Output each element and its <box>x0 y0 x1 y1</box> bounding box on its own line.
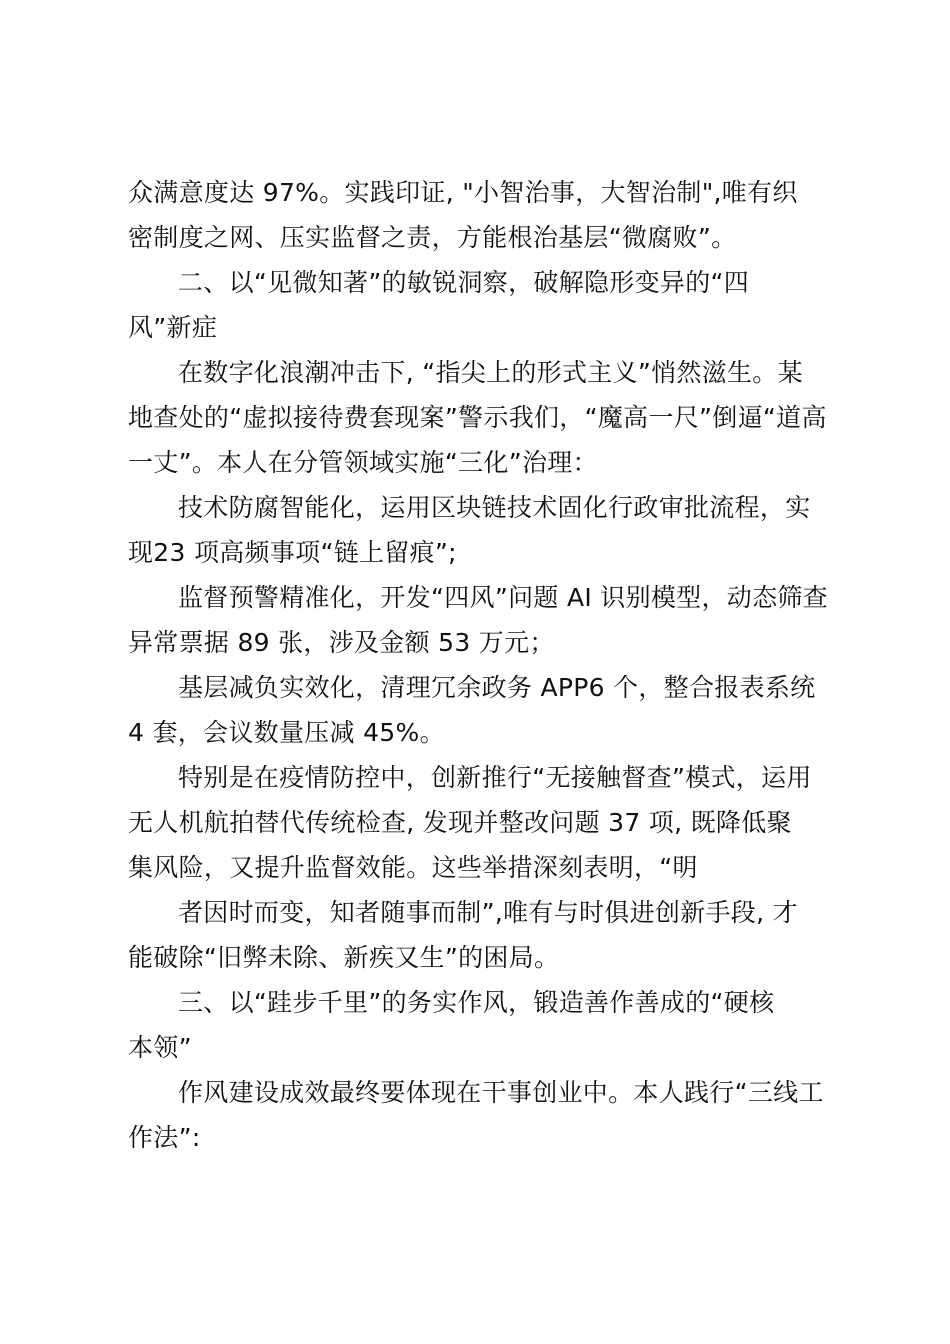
text-line: 基层减负实效化，清理冗余政务 APP6 个，整合报表系统 <box>178 673 816 702</box>
text-line: 现23 项高频事项“链上留痕”; <box>128 538 457 567</box>
text-line: 异常票据 89 张，涉及金额 53 万元； <box>128 628 555 657</box>
text-line: 一丈”。本人在分管领域实施“三化”治理： <box>128 448 598 477</box>
section-heading-2-cont: 风”新症 <box>128 313 218 342</box>
text-line: 密制度之网、压实监督之责，方能根治基层“微腐败”。 <box>128 223 737 252</box>
text-line: 监督预警精准化，开发“四风”问题 AI 识别模型，动态筛查 <box>178 583 828 612</box>
text-line: 众满意度达 97%。实践印证, "小智治事，大智治制",唯有织 <box>128 178 798 207</box>
section-heading-2: 二、以“见微知著”的敏锐洞察，破解隐形变异的“四 <box>178 268 750 297</box>
text-line: 地查处的“虚拟接待费套现案”警示我们，“魔高一尺”倒逼“道高 <box>128 403 827 432</box>
section-heading-3: 三、以“跬步千里”的务实作风，锻造善作善成的“硬核 <box>178 988 775 1017</box>
text-line: 4 套，会议数量压减 45%。 <box>128 718 445 747</box>
text-line: 技术防腐智能化，运用区块链技术固化行政审批流程，实 <box>178 493 811 522</box>
text-line: 作法”: <box>128 1123 201 1152</box>
text-line: 在数字化浪潮冲击下, “指尖上的形式主义”悄然滋生。某 <box>178 358 803 387</box>
text-line: 能破除“旧弊未除、新疾又生”的困局。 <box>128 943 560 972</box>
section-heading-3-cont: 本领” <box>128 1033 192 1062</box>
text-line: 者因时而变，知者随事而制”,唯有与时俱进创新手段, 才 <box>178 898 798 927</box>
text-line: 无人机航拍替代传统检查, 发现并整改问题 37 项, 既降低聚 <box>128 808 792 837</box>
text-line: 集风险，又提升监督效能。这些举措深刻表明，“明 <box>128 853 698 882</box>
text-line: 作风建设成效最终要体现在干事创业中。本人践行“三线工 <box>178 1078 824 1107</box>
text-line: 特别是在疫情防控中，创新推行“无接触督查”模式，运用 <box>178 763 812 792</box>
